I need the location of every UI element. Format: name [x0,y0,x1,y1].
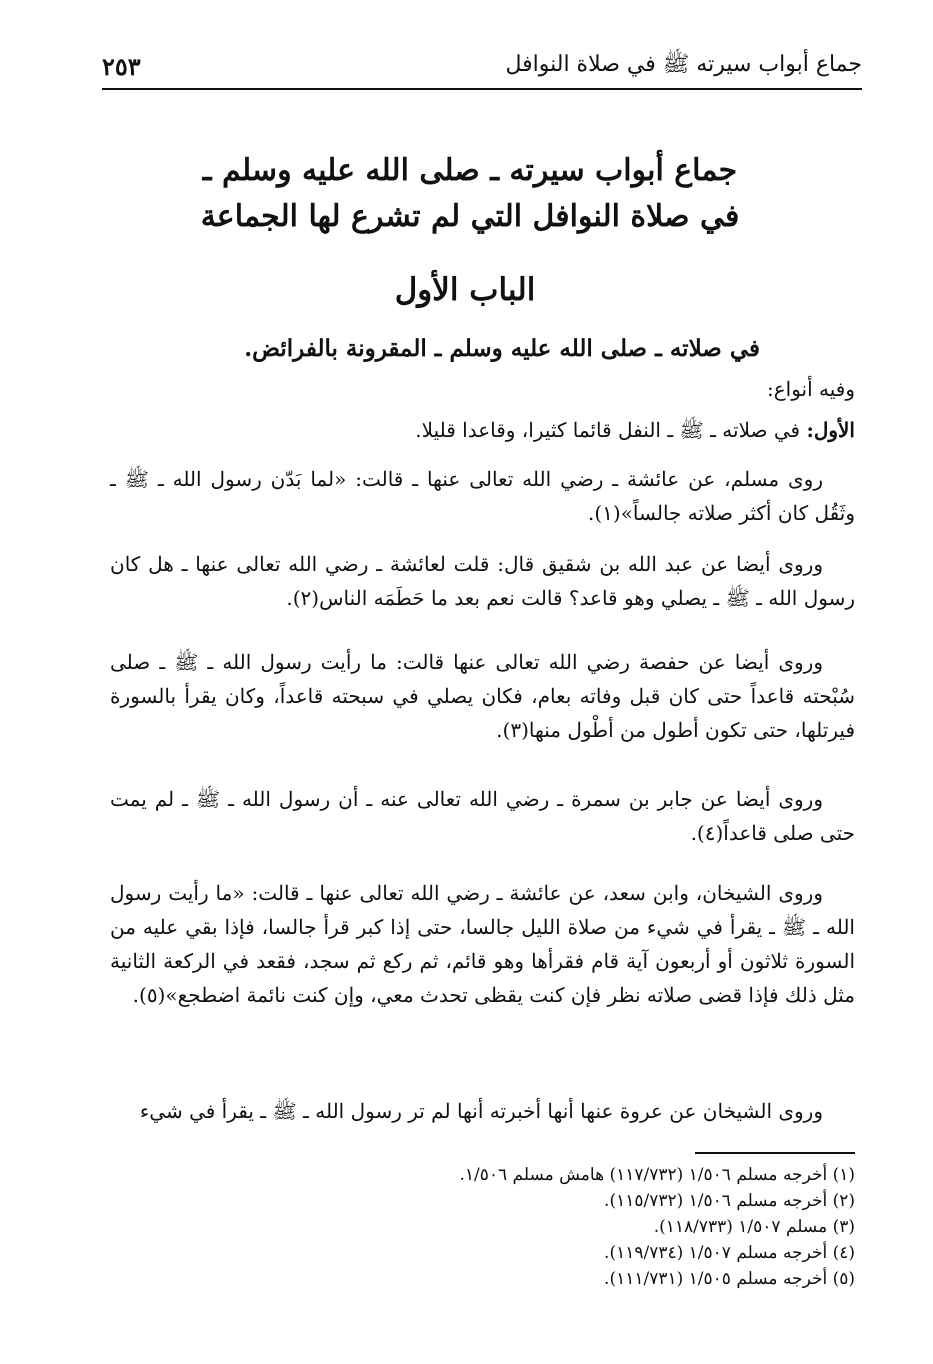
footnote-divider [695,1152,855,1154]
footnote-2: (٢) أخرجه مسلم ١/٥٠٦ (١١٥/٧٣٢). [604,1191,855,1211]
chapter-title-line-1: جماع أبواب سيرته ـ صلى الله عليه وسلم ـ [202,153,738,188]
paragraph-1: روى مسلم، عن عائشة ـ رضي الله تعالى عنها ـ قالت: «لما بَدّن رسول الله ـ ﷺ ـ وثَقُل كان أكثر صلاته جالساً»(١). [110,467,855,525]
paragraph-5: وروى الشيخان، وابن سعد، عن عائشة ـ رضي الله تعالى عنها ـ قالت: «ما رأيت رسول الله ـ ﷺ ـ يقرأ في شيء من صلاة الليل جالسا، حتى إذا كبر قرأ جالسا، فإذا بقي عليه من السورة ثلاثون أو أربعون آية قام فقرأها وهو قائم، ثم ركع ثم سجد، فقعد في الركعة الثانية مثل ذلك فإذا قضى صلاته نظر فإن كنت يقظى تحدث معي، وإن كنت نائمة اضطجع»(٥). [110,881,855,1007]
first-type [110,413,855,447]
chapter-title-line-2: في صلاة النوافل التي لم تشرع لها الجماعة [200,199,740,234]
section-subtitle: في صلاته ـ صلى الله عليه وسلم ـ المقرونة بالفرائض. [244,335,760,362]
footnote-3: (٣) مسلم ١/٥٠٧ (١١٨/٧٣٣). [653,1217,855,1237]
footnote-1: (١) أخرجه مسلم ١/٥٠٦ (١١٧/٧٣٢) هامش مسلم ١/٥٠٦. [459,1165,855,1185]
footnotes [110,1162,855,1292]
section-intro: وفيه أنواع: [766,377,855,401]
first-type-text: في صلاته ـ ﷺ ـ النفل قائما كثيرا، وقاعدا قليلا. [415,418,801,442]
page-number: ٢٥٣ [102,51,141,81]
paragraph-2: وروى أيضا عن عبد الله بن شقيق قال: قلت لعائشة ـ رضي الله تعالى عنها ـ هل كان رسول الله ـ ﷺ ـ يصلي وهو قاعد؟ قالت نعم بعد ما حَطَمَه الناس(٢). [110,552,855,610]
footnote-5: (٥) أخرجه مسلم ١/٥٠٥ (١١١/٧٣١). [604,1269,855,1289]
running-title: جماع أبواب سيرته ﷺ في صلاة النوافل [505,52,862,77]
paragraph-6: وروى الشيخان عن عروة عنها أنها أخبرته أنها لم تر رسول الله ـ ﷺ ـ يقرأ في شيء [139,1099,823,1123]
paragraph-3: وروى أيضا عن حفصة رضي الله تعالى عنها قالت: ما رأيت رسول الله ـ ﷺ ـ صلى سُبْحته قاعداً حتى كان قبل وفاته بعام، فكان يصلي في سبحته قاعداً، وكان يقرأ بالسورة فيرتلها، حتى تكون أطول من أطْول منها(٣). [110,650,855,742]
first-type-label: الأول: [806,418,855,442]
running-header [102,44,862,90]
paragraph-4: وروى أيضا عن جابر بن سمرة ـ رضي الله تعالى عنه ـ أن رسول الله ـ ﷺ ـ لم يمت حتى صلى قاعداً(٤). [110,787,855,845]
section-title: الباب الأول [394,272,536,308]
chapter-title [150,148,790,240]
footnote-4: (٤) أخرجه مسلم ١/٥٠٧ (١١٩/٧٣٤). [604,1243,855,1263]
